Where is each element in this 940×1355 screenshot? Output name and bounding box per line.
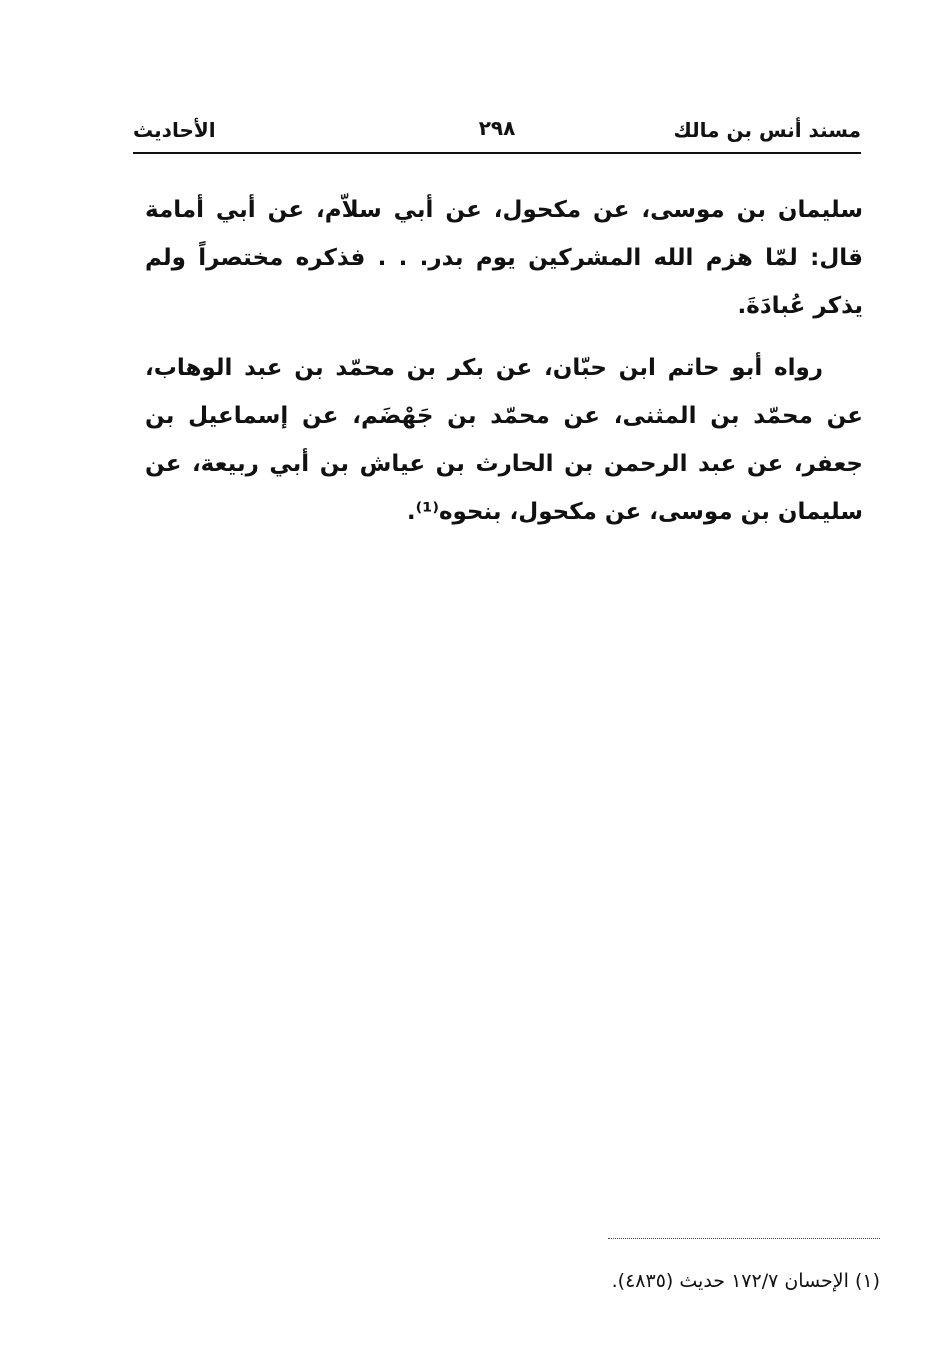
footnote: (١) الإحسان ١٧٢/٧ حديث (٤٨٣٥).	[611, 1270, 880, 1292]
page-number: ٢٩٨	[478, 116, 516, 140]
paragraph: سليمان بن موسى، عن مكحول، عن أبي سلاّم، عن أبي أمامة قال: لمّا هزم الله المشركين يوم بدر. . . فذكره مختصراً ولم يذكر عُبادَةَ.	[145, 197, 863, 319]
header-divider	[133, 152, 861, 154]
book-title: مسند أنس بن مالك	[673, 118, 861, 142]
paragraph: رواه أبو حاتم ابن حبّان، عن بكر بن محمّد بن عبد الوهاب، عن محمّد بن المثنى، عن محمّد بن جَهْضَم، عن إسماعيل بن جعفر، عن عبد الرحمن بن الحارث بن عياش بن أبي ربيعة، عن سليمان بن موسى، عن مكحول، بنحوه⁽¹⁾.	[145, 355, 863, 525]
main-text	[145, 186, 863, 536]
section-title: الأحاديث	[133, 118, 216, 142]
running-header	[133, 112, 861, 152]
footnote-divider	[608, 1238, 880, 1239]
